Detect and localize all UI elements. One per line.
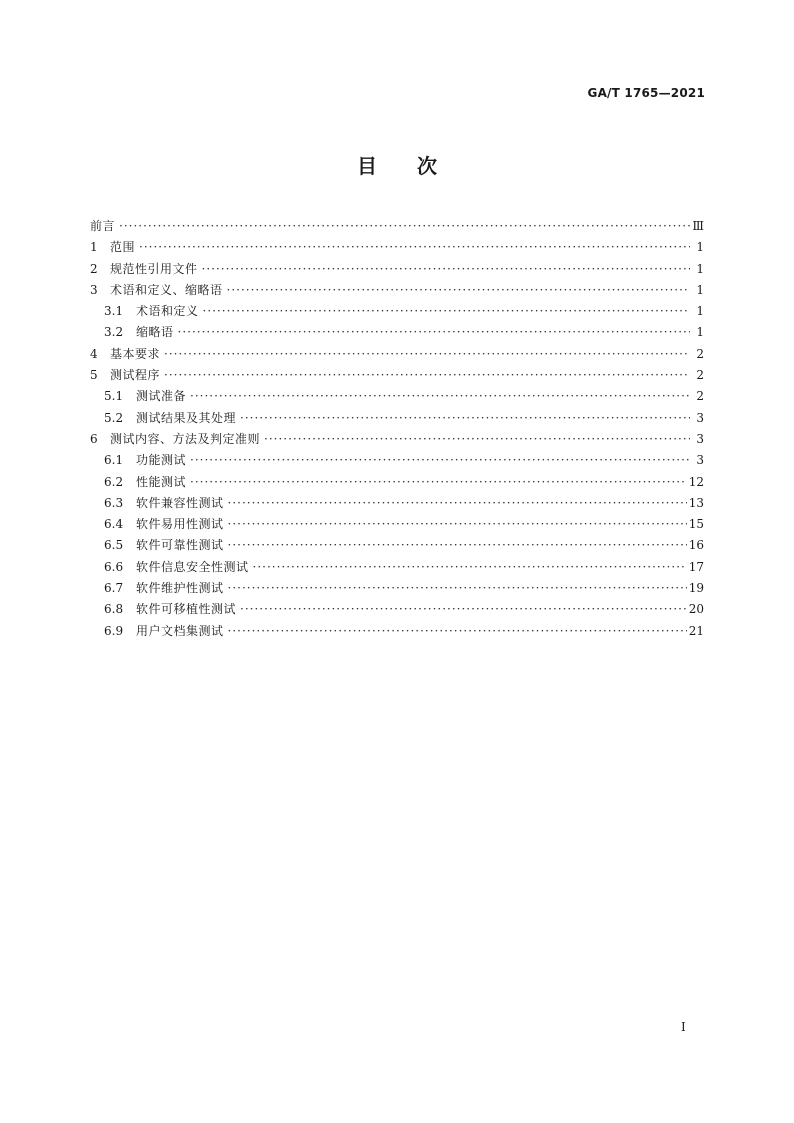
toc-entry-6-2[interactable] — [90, 472, 704, 493]
toc-entry-number: 2 — [90, 261, 98, 276]
toc-entry-2[interactable] — [90, 259, 704, 280]
toc-entry-6-1[interactable] — [90, 450, 704, 471]
title-char-1: 目 — [357, 154, 377, 178]
toc-entry-number: 6.9 — [104, 623, 124, 638]
toc-entry-page: 1 — [696, 261, 704, 276]
toc-entry-number: 6.6 — [104, 559, 124, 574]
toc-leader-dots — [228, 621, 687, 642]
toc-entry-page: 19 — [688, 581, 704, 596]
toc-entry-6[interactable] — [90, 429, 704, 450]
toc-leader-dots — [228, 514, 687, 535]
toc-entry-6-8[interactable] — [90, 599, 704, 620]
toc-leader-dots — [240, 408, 690, 429]
toc-leader-dots — [178, 322, 690, 343]
toc-entry-page: 20 — [688, 602, 704, 617]
toc-entry-3-2[interactable] — [90, 322, 704, 343]
page-number: I — [681, 1020, 686, 1034]
toc-entry-4[interactable] — [90, 344, 704, 365]
toc-entry-page: 16 — [688, 538, 704, 553]
toc-entry-page: 1 — [696, 304, 704, 319]
toc-entry-6-7[interactable] — [90, 578, 704, 599]
toc-entry-number: 3.2 — [104, 325, 124, 340]
toc-entry-number: 3.1 — [104, 304, 124, 319]
toc-entry-number: 4 — [90, 346, 98, 361]
toc-entry-number: 6.1 — [104, 453, 124, 468]
toc-entry-number: 6.8 — [104, 602, 124, 617]
toc-entry-page: 2 — [696, 368, 704, 383]
toc-leader-dots — [228, 535, 687, 556]
toc-entry-label: 范围 — [110, 240, 136, 255]
toc-entry-label: 软件维护性测试 — [136, 581, 224, 596]
toc-entry-page: 1 — [696, 240, 704, 255]
toc-leader-dots — [190, 386, 690, 407]
toc-entry-label: 软件信息安全性测试 — [136, 559, 249, 574]
toc-leader-dots — [253, 557, 687, 578]
toc-entry-page: 15 — [688, 517, 704, 532]
toc-entry-page: 12 — [688, 474, 704, 489]
toc-leader-dots — [203, 301, 690, 322]
toc-entry-6-9[interactable] — [90, 621, 704, 642]
toc-entry-label: 软件可靠性测试 — [136, 538, 224, 553]
toc-leader-dots — [164, 344, 690, 365]
toc-entry-5[interactable] — [90, 365, 704, 386]
toc-leader-dots — [227, 280, 690, 301]
toc-entry-number: 1 — [90, 240, 98, 255]
toc-entry-label: 前言 — [90, 219, 116, 233]
toc-entry-5-2[interactable] — [90, 408, 704, 429]
toc-entry-label: 测试内容、方法及判定准则 — [110, 431, 261, 446]
toc-entry-5-1[interactable] — [90, 386, 704, 407]
toc-entry-label: 功能测试 — [136, 453, 187, 468]
toc-entry-page: 13 — [688, 495, 704, 510]
toc-entry-number: 6.7 — [104, 581, 124, 596]
toc-entry-1[interactable] — [90, 237, 704, 258]
toc-entry-label: 软件易用性测试 — [136, 517, 224, 532]
toc-entry-label: 测试程序 — [110, 368, 161, 383]
toc-entry-3-1[interactable] — [90, 301, 704, 322]
toc-entry-number: 3 — [90, 282, 98, 297]
toc-entry-page: 2 — [696, 346, 704, 361]
toc-entry-label: 测试准备 — [136, 389, 187, 404]
toc-entry-label: 用户文档集测试 — [136, 623, 224, 638]
toc-entry-6-4[interactable] — [90, 514, 704, 535]
title-char-2: 次 — [417, 154, 437, 178]
toc-leader-dots — [139, 237, 690, 258]
toc-leader-dots — [264, 429, 690, 450]
toc-leader-dots — [190, 450, 690, 471]
toc-entry-label: 测试结果及其处理 — [136, 410, 237, 425]
toc-entry-page: 3 — [696, 431, 704, 446]
toc-entry-page: 21 — [688, 623, 704, 638]
toc-leader-dots — [228, 493, 687, 514]
toc-entry-page: Ⅲ — [692, 219, 704, 233]
toc-entry-page: 1 — [696, 282, 704, 297]
toc-leader-dots — [164, 365, 690, 386]
toc-entry-6-3[interactable] — [90, 493, 704, 514]
toc-leader-dots — [190, 472, 687, 493]
toc-entry-label: 软件兼容性测试 — [136, 495, 224, 510]
toc-entry-label: 术语和定义 — [136, 304, 199, 319]
toc-leader-dots — [119, 216, 690, 237]
toc-entry-page: 3 — [696, 453, 704, 468]
toc-entry-foreword[interactable] — [90, 216, 704, 237]
toc-entry-page: 1 — [696, 325, 704, 340]
toc-entry-number: 5 — [90, 368, 98, 383]
toc-entry-label: 术语和定义、缩略语 — [110, 282, 223, 297]
toc-entry-label: 基本要求 — [110, 346, 161, 361]
toc-entry-page: 17 — [688, 559, 704, 574]
toc-entry-6-5[interactable] — [90, 535, 704, 556]
toc-entry-number: 5.1 — [104, 389, 124, 404]
toc-entry-number: 6 — [90, 431, 98, 446]
toc-entry-number: 6.2 — [104, 474, 124, 489]
standard-code: GA/T 1765—2021 — [587, 86, 705, 100]
toc-leader-dots — [202, 259, 690, 280]
page-title — [0, 150, 794, 179]
toc-entry-label: 性能测试 — [136, 474, 187, 489]
toc-entry-page: 2 — [696, 389, 704, 404]
toc-entry-number: 5.2 — [104, 410, 124, 425]
table-of-contents — [90, 216, 704, 642]
toc-entry-label: 软件可移植性测试 — [136, 602, 237, 617]
toc-entry-number: 6.4 — [104, 517, 124, 532]
toc-entry-3[interactable] — [90, 280, 704, 301]
toc-entry-number: 6.3 — [104, 495, 124, 510]
toc-leader-dots — [240, 599, 687, 620]
toc-entry-number: 6.5 — [104, 538, 124, 553]
toc-leader-dots — [228, 578, 687, 599]
toc-entry-6-6[interactable] — [90, 557, 704, 578]
toc-entry-label: 规范性引用文件 — [110, 261, 198, 276]
toc-entry-page: 3 — [696, 410, 704, 425]
toc-entry-label: 缩略语 — [136, 325, 174, 340]
